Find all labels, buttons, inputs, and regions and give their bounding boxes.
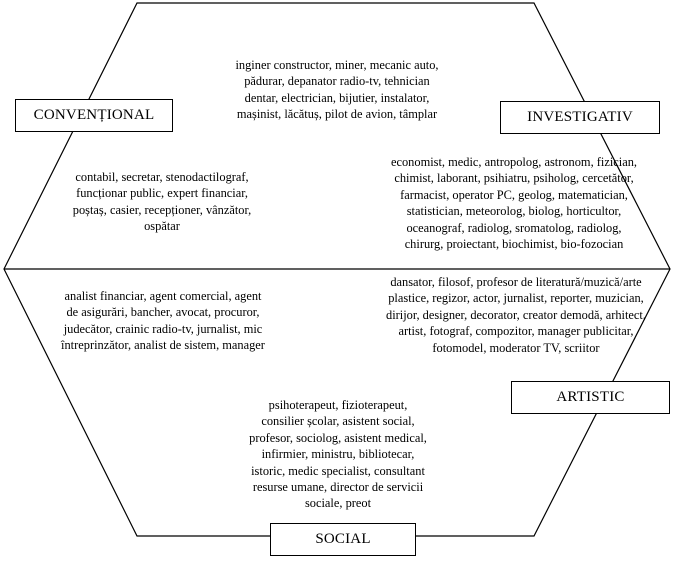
social-occupations-text: psihoterapeut, fizioterapeut, consilier școlar, asistent social, profesor, sociolog, asistent medical, infirmier, ministru, bibliotecar, istoric, medic specialist, consultant resurse umane, director de servicii sociale, preot [249,398,427,511]
enterprising-occupations-text: analist financiar, agent comercial, agent de asigurări, bancher, avocat, procuror, judecător, crainic radio-tv, jurnalist, mic întreprinzător, analist de sistem, manager [61,289,265,353]
conventional-occupations-text: contabil, secretar, stenodactilograf, funcționar public, expert financiar, poștaș, casier, recepționer, vânzător, ospătar [72,170,252,234]
artistic-occupations-text: dansator, filosof, profesor de literatură/muzică/arte plastice, regizor, actor, jurnalist, reporter, muzician, dirijor, designer, decorator, creator demodă, arhitect, artist, fotograf, compozitor, manager publicitar, fotomodel, moderator TV, scriitor [386,275,646,355]
social-label: SOCIAL [270,523,416,556]
realistic-occupations-text: inginer constructor, miner, mecanic auto, pădurar, depanator radio-tv, tehnician dentar, electrician, bijutier, instalator, mașinist, lăcătuș, pilot de avion, tâmplar [235,58,439,122]
conventional-label: CONVENȚIONAL [15,99,173,132]
investigative-occupations-text: economist, medic, antropolog, astronom, fizician, chimist, laborant, psihiatru, psiholog, cercetător, farmacist, operator PC, geolog, matematician, statistician, meteorolog, biolog, horticultor, oceanograf, radiolog, sromatolog, radiolog, chirurg, proiectant, biochimist, bio-fozocian [390,155,638,252]
investigative-label: INVESTIGATIV [500,101,660,134]
artistic-label: ARTISTIC [511,381,670,414]
